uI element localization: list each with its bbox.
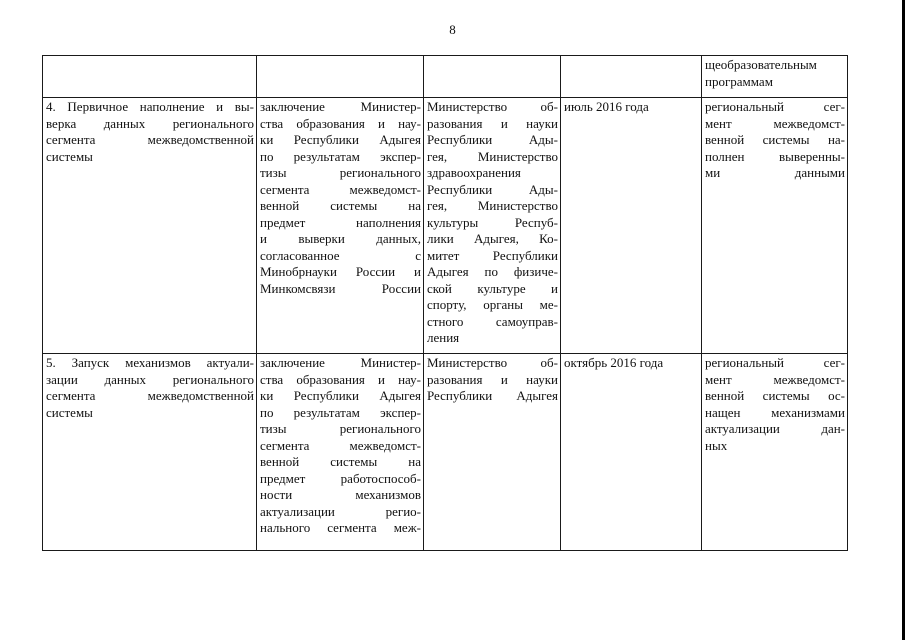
cell-line: заключение Министер- [260, 355, 421, 370]
page-number: 8 [449, 22, 456, 37]
cell-line: культуры Респуб- [427, 214, 558, 230]
cell-document [257, 354, 424, 551]
cell-line: и выверки данных, [260, 231, 421, 246]
cell-line: региональный сег- [705, 355, 845, 370]
cell-line: разования и науки [427, 371, 558, 387]
document-table [42, 55, 848, 551]
cell-line: заключение Министер- [260, 99, 421, 114]
cell-line: венной системы ос- [705, 388, 845, 403]
cell-line: мент межведомст- [705, 115, 845, 131]
cell-line: сегмента межведомст- [260, 181, 421, 197]
cell-responsible [424, 56, 561, 98]
table-row [43, 98, 848, 354]
cell-responsible [424, 98, 561, 354]
cell-deadline [561, 98, 702, 354]
cell-line: мент межведомст- [705, 371, 845, 387]
cell-stage [43, 354, 257, 551]
cell-line: нащен механизмами [705, 404, 845, 420]
cell-line: ления [427, 330, 460, 345]
cell-line: ки Республики Адыгея [260, 132, 421, 147]
cell-line: ской культуре и [427, 280, 558, 296]
table-row [43, 354, 848, 551]
cell-result [702, 56, 848, 98]
cell-line: стного самоуправ- [427, 313, 558, 329]
cell-line: гея, Министерство [427, 198, 558, 213]
cell-result [702, 98, 848, 354]
cell-line: системы [46, 148, 93, 164]
cell-line: 4. Первичное наполнение и вы- [46, 99, 254, 114]
cell-line: ных [705, 437, 728, 453]
cell-line: актуализации дан- [705, 421, 845, 436]
cell-line: Республики Ады- [427, 181, 558, 197]
cell-line: актуализации регио- [260, 503, 421, 519]
cell-deadline [561, 354, 702, 551]
cell-line: программам [705, 73, 773, 89]
cell-line: верка данных регионального [46, 115, 254, 131]
cell-line: 5. Запуск механизмов актуали- [46, 355, 254, 370]
cell-stage [43, 56, 257, 98]
cell-line: нального сегмента меж- [260, 520, 421, 535]
cell-document [257, 56, 424, 98]
cell-line: ства образования и нау- [260, 115, 421, 131]
cell-line: полнен выверенны- [705, 148, 845, 164]
cell-line: здравоохранения [427, 165, 521, 180]
cell-line: тизы регионального [260, 421, 421, 436]
cell-line: ки Республики Адыгея [260, 388, 421, 403]
cell-line: согласованное с [260, 247, 421, 263]
cell-line: предмет работоспособ- [260, 470, 421, 486]
cell-stage [43, 98, 257, 354]
cell-line: щеобразовательным [705, 57, 817, 72]
cell-line: митет Республики [427, 247, 558, 263]
cell-line: венной системы на [260, 454, 421, 469]
cell-line: системы [46, 404, 93, 420]
cell-line: Минобрнауки России и [260, 264, 421, 279]
table-row-continued [43, 56, 848, 98]
cell-line: сегмента межведомственной [46, 388, 254, 403]
cell-line: ми данными [705, 165, 845, 180]
cell-line: предмет наполнения [260, 214, 421, 230]
cell-line: зации данных регионального [46, 371, 254, 387]
cell-line: сегмента межведомственной [46, 132, 254, 147]
cell-line: Министерство об- [427, 99, 558, 114]
cell-line: июль 2016 года [564, 99, 649, 114]
cell-line: Адыгея по физиче- [427, 264, 558, 279]
cell-line: по результатам экспер- [260, 404, 421, 420]
cell-line: Минкомсвязи России [260, 280, 421, 296]
cell-line: гея, Министерство [427, 148, 558, 164]
cell-line: сегмента межведомст- [260, 437, 421, 453]
cell-document [257, 98, 424, 354]
cell-line: венной системы на- [705, 132, 845, 147]
cell-line: по результатам экспер- [260, 148, 421, 164]
cell-responsible [424, 354, 561, 551]
cell-line: октябрь 2016 года [564, 355, 664, 370]
cell-line: Министерство об- [427, 355, 558, 370]
cell-line: спорту, органы ме- [427, 297, 558, 312]
cell-line: региональный сег- [705, 99, 845, 114]
cell-line: ства образования и нау- [260, 371, 421, 387]
cell-line: лики Адыгея, Ко- [427, 231, 558, 246]
cell-line: тизы регионального [260, 165, 421, 180]
cell-result [702, 354, 848, 551]
cell-line: Республики Адыгея [427, 388, 558, 403]
cell-line: венной системы на [260, 198, 421, 213]
cell-line: Республики Ады- [427, 132, 558, 147]
cell-line: разования и науки [427, 115, 558, 131]
cell-deadline [561, 56, 702, 98]
cell-line: ности механизмов [260, 487, 421, 502]
